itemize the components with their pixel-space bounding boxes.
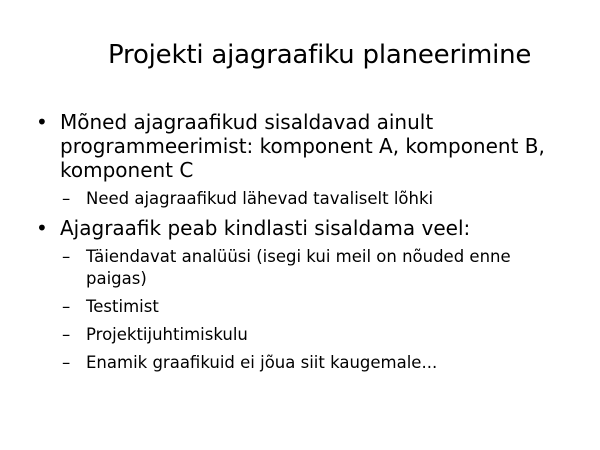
sub-bullet-text: Täiendavat analüüsi (isegi kui meil on nõuded enne paigas) <box>86 247 511 288</box>
sub-bullet-text: Projektijuhtimiskulu <box>86 325 248 344</box>
bullet-item-1 <box>34 110 574 182</box>
slide-body <box>34 110 574 380</box>
bullet-text: Ajagraafik peab kindlasti sisaldama veel: <box>60 216 471 240</box>
dash-icon: – <box>62 325 71 344</box>
sub-bullet-text: Enamik graafikuid ei jõua siit kaugemale... <box>86 353 438 372</box>
sub-bullet-item-2-3 <box>34 324 574 346</box>
sub-bullet-item-1-1 <box>34 188 574 210</box>
sub-bullet-text: Testimist <box>86 297 159 316</box>
sub-bullet-item-2-1 <box>34 246 574 290</box>
dash-icon: – <box>62 297 71 316</box>
bullet-item-2 <box>34 216 574 240</box>
dash-icon: – <box>62 189 71 208</box>
sub-bullet-item-2-2 <box>34 296 574 318</box>
bullet-dot-icon: • <box>36 216 48 240</box>
dash-icon: – <box>62 353 71 372</box>
sub-bullet-item-2-4 <box>34 352 574 374</box>
bullet-text: Mõned ajagraafikud sisaldavad ainult programmeerimist: komponent A, komponent B, komponent C <box>60 110 545 182</box>
dash-icon: – <box>62 247 71 266</box>
sub-bullet-text: Need ajagraafikud lähevad tavaliselt lõhki <box>86 189 434 208</box>
slide-title: Projekti ajagraafiku planeerimine <box>108 40 532 70</box>
bullet-dot-icon: • <box>36 110 48 134</box>
